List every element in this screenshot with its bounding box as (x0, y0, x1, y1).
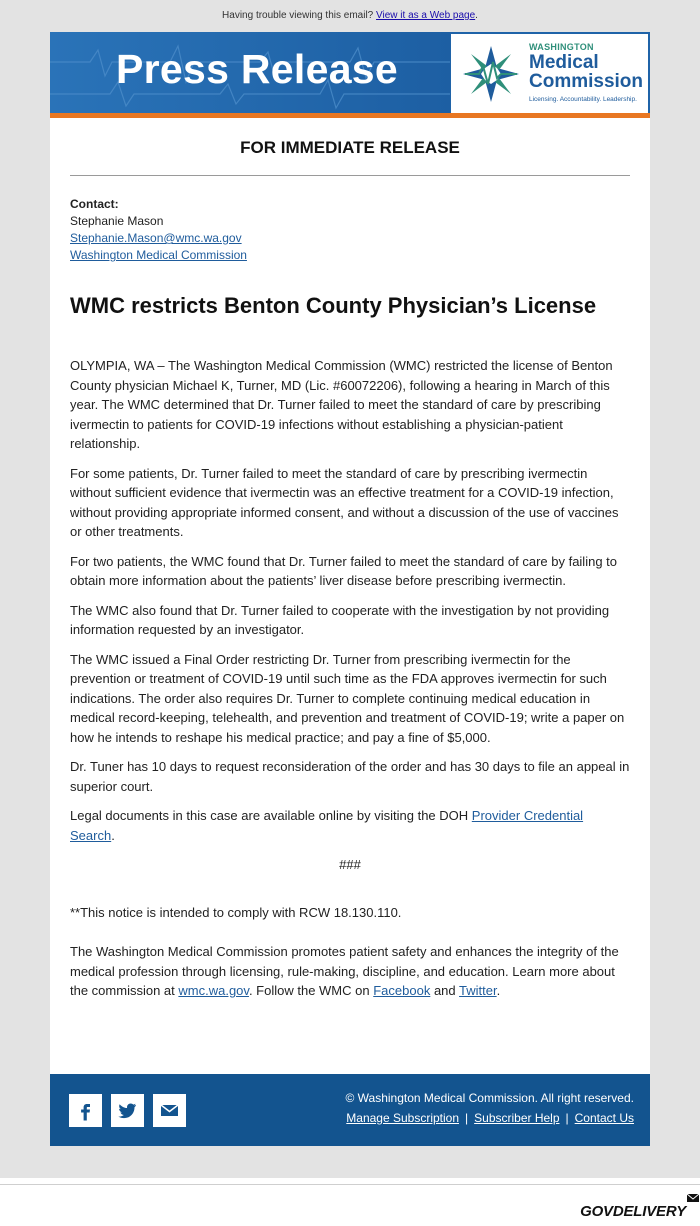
logo-medical: Medical (529, 52, 599, 73)
email-button[interactable] (153, 1094, 186, 1127)
paragraph: Dr. Tuner has 10 days to request reconsideration of the order and has 30 days to file an appeal in superior court. (70, 759, 630, 794)
about-text-follow: . Follow the WMC on (248, 983, 370, 998)
paragraph: For two patients, the WMC found that Dr. Turner failed to meet the standard of care by failing to obtain more information about the patients’ liver disease before prescribing ivermectin. (70, 553, 617, 588)
bottom-divider (0, 1184, 700, 1185)
preheader-text: Having trouble viewing this email? (222, 10, 374, 21)
twitter-button[interactable] (111, 1094, 144, 1127)
preheader-end: . (475, 10, 478, 21)
about-paragraph (70, 942, 630, 1001)
banner-title: Press Release (116, 46, 399, 92)
end-marker: ### (339, 857, 361, 872)
govdelivery-envelope-icon (686, 1192, 700, 1204)
separator: | (565, 1111, 569, 1125)
orange-rule (50, 113, 650, 118)
contact-org-link[interactable]: Washington Medical Commission (70, 248, 247, 262)
facebook-button[interactable] (69, 1094, 102, 1127)
view-web-page-link[interactable]: View it as a Web page (376, 10, 476, 21)
provider-credential-search-link[interactable]: Provider Credential Search (70, 808, 584, 843)
about-end: . (496, 983, 501, 998)
logo-washington: WASHINGTON (529, 42, 594, 52)
separator: | (465, 1111, 469, 1125)
twitter-icon (117, 1100, 138, 1121)
legal-end: . (111, 827, 115, 843)
paragraph: The WMC issued a Final Order restricting Dr. Turner from prescribing ivermectin for the prevention or treatment of COVID-19 until such time as the FDA approves ivermectin for such indications. The order also requires Dr. Turner to complete continuing medical education in medical record-keeping, telehealth, and prevention and treatment of COVID-19; write a paper on how he intends to reshape his medical practice; and pay a fine of $5,000. (70, 651, 625, 745)
footer-links (346, 1111, 634, 1125)
copyright: © Washington Medical Commission. All right reserved. (345, 1091, 634, 1105)
contact-email-link[interactable]: Stephanie.Mason@wmc.wa.gov (70, 231, 242, 245)
facebook-link[interactable]: Facebook (373, 983, 431, 998)
logo-tagline: Licensing. Accountability. Leadership. (529, 96, 637, 103)
paragraph: OLYMPIA, WA – The Washington Medical Commission (WMC) restricted the license of Benton County physician Michael K, Turner, MD (Lic. #60072206), following a hearing in March of this year. The WMC determined that Dr. Turner failed to meet the standard of care by prescribing ivermectin to patients for COVID-19 infections without establishing a physician-patient relationship. (70, 358, 613, 451)
legal-text: Legal documents in this case are available online by visiting the DOH (70, 808, 469, 823)
logo-commission: Commission (529, 71, 644, 92)
twitter-link[interactable]: Twitter (459, 983, 497, 998)
wmc-logo (451, 34, 648, 113)
divider (70, 175, 630, 176)
release-label: FOR IMMEDIATE RELEASE (240, 138, 460, 157)
email-card (50, 32, 650, 1146)
contact-name: Stephanie Mason (70, 214, 164, 228)
wmc-site-link[interactable]: wmc.wa.gov (178, 983, 249, 998)
headline: WMC restricts Benton County Physician’s License (70, 293, 597, 318)
logo-medical-commission (529, 53, 643, 91)
about-text-and: and (433, 983, 456, 998)
preheader (0, 10, 700, 21)
manage-subscription-link[interactable]: Manage Subscription (346, 1111, 460, 1125)
about-text: The Washington Medical Commission promotes patient safety and enhances the integrity of the medical profession through licensing, rule-making, discipline, and education. Learn more about the commission at (70, 944, 619, 998)
contact-us-link[interactable]: Contact Us (574, 1111, 634, 1125)
facebook-icon (75, 1100, 96, 1121)
wmc-star-logo-icon (461, 44, 521, 104)
article-body (70, 356, 630, 1011)
envelope-icon (159, 1100, 180, 1121)
legal-paragraph (70, 806, 630, 845)
govdelivery-logo: GOVDELIVERY (580, 1203, 686, 1220)
press-release-banner (50, 32, 650, 118)
paragraph: The WMC also found that Dr. Turner failed to cooperate with the investigation by not providing information requested by an investigator. (70, 602, 610, 637)
contact-label: Contact: (70, 197, 119, 211)
paragraph: For some patients, Dr. Turner failed to meet the standard of care by prescribing ivermectin without sufficient evidence that ivermectin was an effective treatment for a COVID-19 infection, without providing appropriate informed consent, and without a discussion of the use of vaccines or other treatments. (70, 465, 619, 539)
subscriber-help-link[interactable]: Subscriber Help (474, 1111, 560, 1125)
contact-block (70, 196, 247, 264)
rcw-notice: **This notice is intended to comply with RCW 18.130.110. (70, 904, 402, 920)
footer (50, 1074, 650, 1146)
